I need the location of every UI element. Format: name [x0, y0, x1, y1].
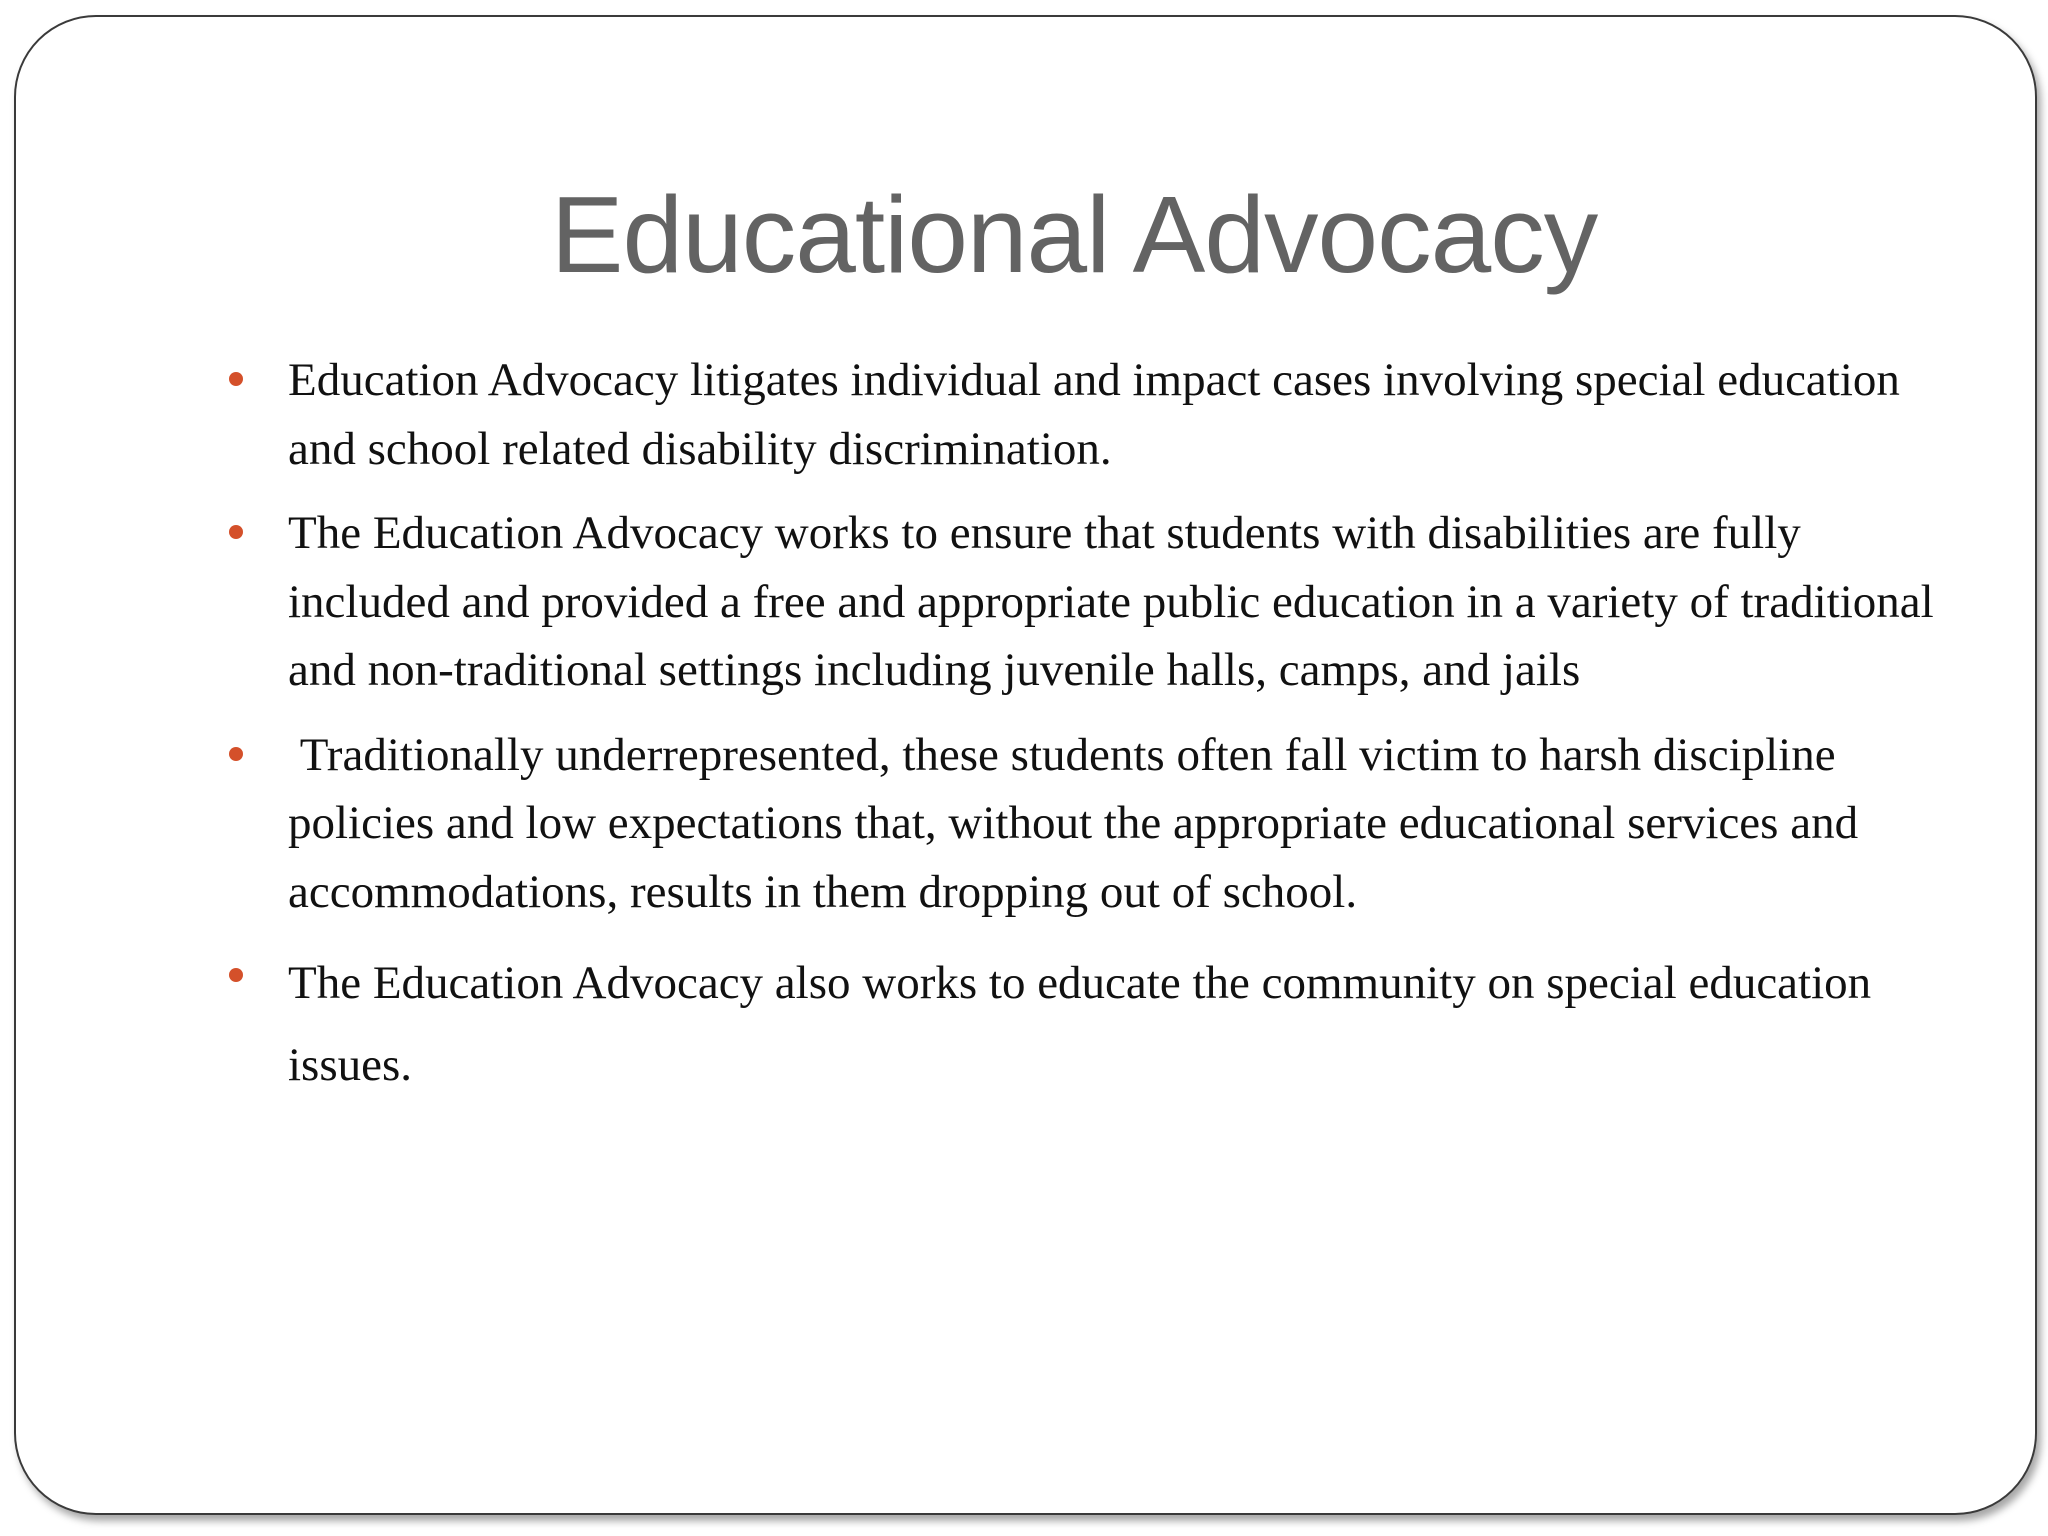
bullet-dot-icon: [229, 747, 243, 761]
slide-title: Educational Advocacy: [550, 174, 1598, 296]
bullet-dot-icon: [229, 372, 243, 386]
bullet-item: [288, 346, 1968, 483]
bullet-text: The Education Advocacy also works to educate the community on special education issues.: [288, 957, 1883, 1091]
bullet-text: The Education Advocacy works to ensure that students with disabilities are fully included and provided a free and appropriate public education in a variety of traditional and non-traditional settings including juvenile halls, camps, and jails: [288, 507, 1946, 696]
bullet-item: [288, 499, 1968, 705]
bullet-dot-icon: [229, 968, 243, 982]
bullet-item: [288, 942, 1968, 1106]
bullet-text: Education Advocacy litigates individual and impact cases involving special education and school related disability discrimination.: [288, 354, 1912, 475]
bullet-dot-icon: [229, 525, 243, 539]
bullet-item: [288, 721, 1968, 927]
bullet-text: Traditionally underrepresented, these students often fall victim to harsh discipline policies and low expectations that, without the appropriate educational services and accommodations, results in them dropping out of school.: [288, 728, 1870, 918]
bullet-list: [288, 346, 1968, 1122]
